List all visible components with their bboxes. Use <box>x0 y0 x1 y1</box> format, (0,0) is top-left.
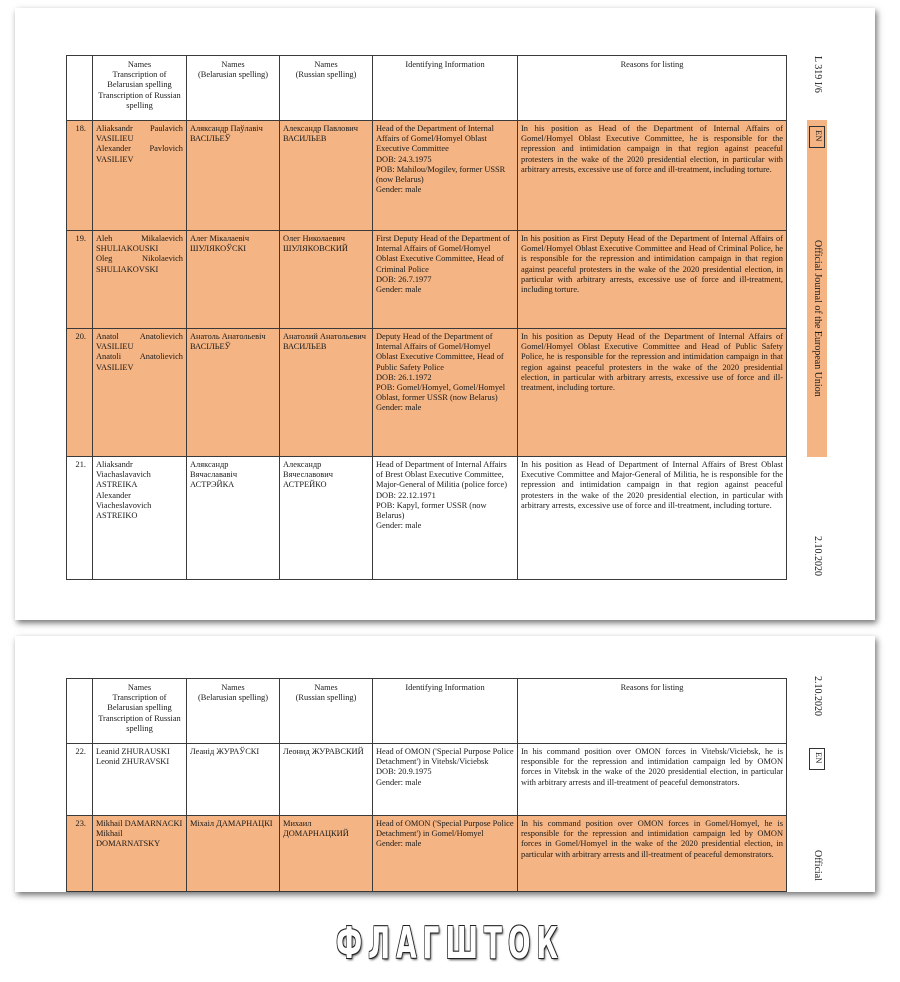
row-reasons: In his command position over OMON forces in Vitebsk/Viciebsk, he is responsible for the repression and intimidation campaign led by OMON forces in Vitebsk in the wake of the 2020 presidential election, in particular with arbitrary arrests and ill-treatment of peaceful demonstrators. <box>518 744 787 816</box>
sanctions-table-2 <box>66 678 787 892</box>
header-identifying: Identifying Information <box>373 56 518 121</box>
journal-title: Official <box>812 850 823 881</box>
row-russian-name: Олег Николаевич ШУЛЯКОВСКИЙ <box>280 231 373 329</box>
table-header-row <box>67 56 787 121</box>
row-transcription: Anatol Anatolievich VASILIEU Anatoli Anatolievich VASILIEV <box>93 329 187 457</box>
row-reasons: In his position as Head of Department of Internal Affairs of Brest Oblast Executive Committee and Major-General of Militia, he is responsible for the repression and intimidation campaign in that region against peaceful protesters in the wake of the 2020 presidential election, in particular with arbitrary arrests, excessive use of force and ill-treatment, including torture. <box>518 457 787 580</box>
row-identifying-info: First Deputy Head of the Department of Internal Affairs of Gomel/Homyel Oblast Executive Committee, Head of Criminal Police DOB: 26.7.1977 Gender: male <box>373 231 518 329</box>
row-number: 18. <box>67 121 93 231</box>
publication-date: 2.10.2020 <box>812 536 823 576</box>
row-number: 23. <box>67 816 93 892</box>
row-reasons: In his position as Head of the Department of Internal Affairs of Gomel/Homyel Oblast Executive Committee, he is responsible for the repression and intimidation campaign in that region against peaceful protesters in the wake of the 2020 presidential election, in particular with arbitrary arrests, excessive use of force and ill-treatment, including torture. <box>518 121 787 231</box>
row-belarusian-name: Міхаіл ДАМАРНАЦКІ <box>187 816 280 892</box>
row-russian-name: Леонид ЖУРАВСКИЙ <box>280 744 373 816</box>
table-row <box>67 744 787 816</box>
page-reference: L 319 I/6 <box>812 56 823 93</box>
row-number: 22. <box>67 744 93 816</box>
table-header-row <box>67 679 787 744</box>
watermark-text: ФЛАГШТОК <box>335 918 564 969</box>
table-row <box>67 329 787 457</box>
row-transcription: Aleh Mikalaevich SHULIAKOUSKI Oleg Nikolaevich SHULIAKOVSKI <box>93 231 187 329</box>
document-page-2 <box>15 636 875 892</box>
row-identifying-info: Head of the Department of Internal Affairs of Gomel/Homyel Oblast Executive Committee DOB: 24.3.1975 POB: Mahilou/Mogilev, former USSR (now Belarus) Gender: male <box>373 121 518 231</box>
table-row <box>67 816 787 892</box>
row-number: 19. <box>67 231 93 329</box>
row-belarusian-name: Аляксандр Вячаслававіч АСТРЭЙКА <box>187 457 280 580</box>
row-reasons: In his position as First Deputy Head of the Department of Internal Affairs of Gomel/Homyel Oblast Executive Committee and Head of Criminal Police, he is responsible for the repression and intimidation campaign in that region against peaceful protesters in the wake of the 2020 presidential election, in particular with arbitrary arrests, excessive use of force and ill-treatment, including torture. <box>518 231 787 329</box>
row-russian-name: Михаил ДОМАРНАЦКИЙ <box>280 816 373 892</box>
row-belarusian-name: Леанід ЖУРАЎСКІ <box>187 744 280 816</box>
header-number <box>67 56 93 121</box>
row-belarusian-name: Алег Мікалаевіч ШУЛЯКОЎСКІ <box>187 231 280 329</box>
page-margin <box>807 636 827 892</box>
row-number: 21. <box>67 457 93 580</box>
header-number <box>67 679 93 744</box>
header-reasons: Reasons for listing <box>518 56 787 121</box>
journal-title: Official Journal of the European Union <box>812 240 823 397</box>
language-badge: EN <box>809 126 825 148</box>
row-identifying-info: Deputy Head of the Department of Internal Affairs of Gomel/Homyel Oblast Executive Committee, Head of Public Safety Police DOB: 26.1.1972 POB: Gomel/Homyel, Gomel/Homyel Oblast, former USSR (now Belarus) Gender: male <box>373 329 518 457</box>
row-number: 20. <box>67 329 93 457</box>
header-belarusian: Names (Belarusian spelling) <box>187 679 280 744</box>
table-row <box>67 231 787 329</box>
header-russian: Names (Russian spelling) <box>280 679 373 744</box>
header-russian: Names (Russian spelling) <box>280 56 373 121</box>
document-page-1 <box>15 8 875 620</box>
header-belarusian: Names (Belarusian spelling) <box>187 56 280 121</box>
watermark-logo <box>0 918 900 969</box>
row-identifying-info: Head of OMON ('Special Purpose Police Detachment') in Gomel/Homyel Gender: male <box>373 816 518 892</box>
row-reasons: In his position as Deputy Head of the Department of Internal Affairs of Gomel/Homyel Oblast Executive Committee and Head of Public Safety Police, he is responsible for the repression and intimidation campaign in that region against peaceful protesters in the wake of the 2020 presidential election, in particular with arbitrary arrests, excessive use of force and ill-treatment, including torture. <box>518 329 787 457</box>
row-identifying-info: Head of OMON ('Special Purpose Police Detachment') in Vitebsk/Viciebsk DOB: 20.9.1975 Gender: male <box>373 744 518 816</box>
header-transcription: Names Transcription of Belarusian spelling Transcription of Russian spelling <box>93 56 187 121</box>
header-transcription: Names Transcription of Belarusian spelling Transcription of Russian spelling <box>93 679 187 744</box>
table-row <box>67 121 787 231</box>
row-reasons: In his command position over OMON forces in Gomel/Homyel, he is responsible for the repression and intimidation campaign led by OMON forces in Gomel/Homyel in the wake of the 2020 presidential election, in particular with arbitrary arrests and ill-treatment of peaceful demonstrators. <box>518 816 787 892</box>
row-transcription: Aliaksandr Paulavich VASILIEU Alexander Pavlovich VASILIEV <box>93 121 187 231</box>
row-transcription: Mikhail DAMARNACKI Mikhail DOMARNATSKY <box>93 816 187 892</box>
row-belarusian-name: Анатоль Анатольевіч ВАСІЛЬЕЎ <box>187 329 280 457</box>
row-identifying-info: Head of Department of Internal Affairs of Brest Oblast Executive Committee, Major-General of Militia (police force) DOB: 22.12.1971 POB: Kapyl, former USSR (now Belarus) Gender: male <box>373 457 518 580</box>
page-margin <box>807 8 827 620</box>
sanctions-table-1 <box>66 55 787 580</box>
row-belarusian-name: Аляксандр Паўлавіч ВАСІЛЬЕЎ <box>187 121 280 231</box>
header-reasons: Reasons for listing <box>518 679 787 744</box>
row-transcription: Aliaksandr Viachaslavavich ASTREIKA Alexander Viacheslavovich ASTREIKO <box>93 457 187 580</box>
row-russian-name: Александр Павлович ВАСИЛЬЕВ <box>280 121 373 231</box>
row-russian-name: Анатолий Анатольевич ВАСИЛЬЕВ <box>280 329 373 457</box>
table-row <box>67 457 787 580</box>
header-identifying: Identifying Information <box>373 679 518 744</box>
row-russian-name: Александр Вячеславович АСТРЕЙКО <box>280 457 373 580</box>
publication-date: 2.10.2020 <box>812 676 823 716</box>
language-badge: EN <box>809 748 825 770</box>
row-transcription: Leanid ZHURAUSKI Leonid ZHURAVSKI <box>93 744 187 816</box>
